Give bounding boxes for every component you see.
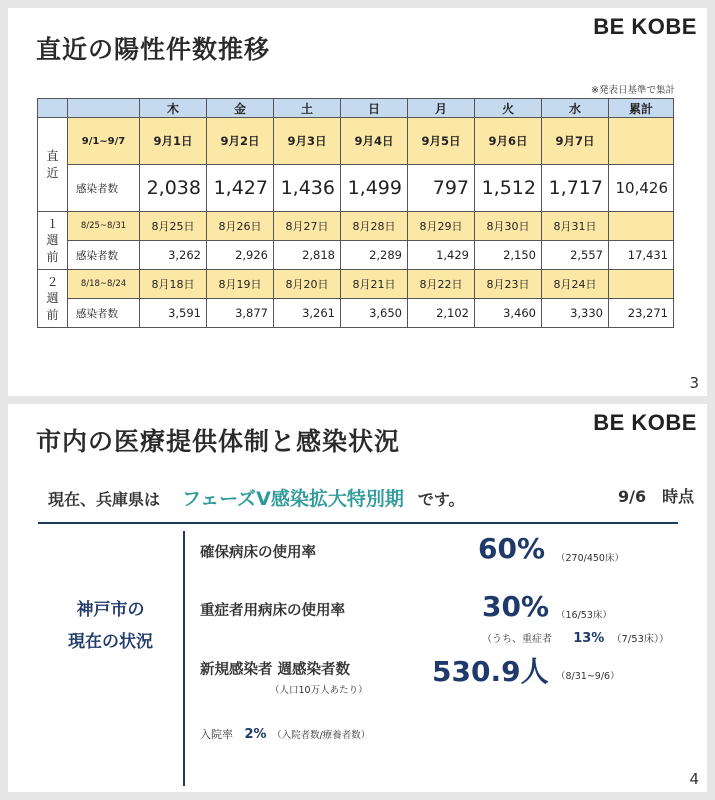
date-cell: 8月24日 <box>542 270 609 299</box>
secured-beds-label: 確保病床の使用率 <box>200 545 316 561</box>
new-cases-sublabel: （人口10万人あたり） <box>270 685 368 696</box>
count-cell: 2,557 <box>542 241 609 270</box>
date-cell: 8月31日 <box>542 212 609 241</box>
as-of-date: 9/6 時点 <box>618 487 695 506</box>
date-cell: 9月4日 <box>341 118 408 165</box>
date-cell: 9月7日 <box>542 118 609 165</box>
admission-value: 2% <box>244 727 267 742</box>
date-cell: 8月21日 <box>341 270 408 299</box>
severe-patients-note <box>482 630 669 646</box>
day-header-row <box>38 99 674 118</box>
brand-logo: BE KOBE <box>593 410 697 435</box>
count-cell: 3,650 <box>341 299 408 328</box>
week-range: 8/25~8/31 <box>68 212 140 241</box>
header-corner <box>68 99 140 118</box>
count-cell: 3,877 <box>207 299 274 328</box>
secured-beds-value: 60% <box>478 532 546 565</box>
count-cell: 3,261 <box>274 299 341 328</box>
severe-beds-label: 重症者用病床の使用率 <box>200 603 345 619</box>
count-cell: 1,429 <box>408 241 475 270</box>
date-cell: 9月5日 <box>408 118 475 165</box>
slide-title: 直近の陽性件数推移 <box>36 35 271 64</box>
empty-cell <box>609 270 674 299</box>
table-row <box>38 118 674 165</box>
phase-prefix: 現在、兵庫県は <box>48 490 161 509</box>
total-cell: 10,426 <box>609 165 674 212</box>
date-cell: 8月27日 <box>274 212 341 241</box>
count-cell: 1,717 <box>542 165 609 212</box>
count-cell: 2,289 <box>341 241 408 270</box>
count-cell: 2,926 <box>207 241 274 270</box>
date-cell: 9月1日 <box>140 118 207 165</box>
date-cell: 8月20日 <box>274 270 341 299</box>
count-cell: 3,330 <box>542 299 609 328</box>
brand-logo: BE KOBE <box>593 14 697 39</box>
table-row <box>38 241 674 270</box>
count-cell: 3,591 <box>140 299 207 328</box>
group-label: ２ 週 前 <box>38 270 68 328</box>
count-cell: 797 <box>408 165 475 212</box>
date-cell: 8月26日 <box>207 212 274 241</box>
severe-sub-suffix: （7/53床）） <box>611 634 669 645</box>
date-cell: 8月30日 <box>475 212 542 241</box>
vertical-divider <box>183 531 185 786</box>
admission-label: 入院率 <box>200 728 233 741</box>
date-cell: 8月29日 <box>408 212 475 241</box>
count-cell: 1,436 <box>274 165 341 212</box>
day-header: 月 <box>408 99 475 118</box>
phase-statement <box>48 484 695 511</box>
date-cell: 9月2日 <box>207 118 274 165</box>
day-header: 日 <box>341 99 408 118</box>
count-cell: 2,818 <box>274 241 341 270</box>
divider <box>38 522 678 524</box>
count-label: 感染者数 <box>68 299 140 328</box>
date-cell: 8月19日 <box>207 270 274 299</box>
severe-sub-prefix: （うち、重症者 <box>482 634 552 645</box>
admission-rate <box>200 726 370 742</box>
admission-detail: （入院者数/療養者数） <box>272 730 371 741</box>
severe-sub-value: 13% <box>573 631 605 646</box>
page-number: 4 <box>689 770 699 788</box>
table-row <box>38 165 674 212</box>
page-number: 3 <box>689 374 699 392</box>
new-cases-value: 530.9人 <box>432 655 549 688</box>
count-cell: 1,512 <box>475 165 542 212</box>
positive-cases-table <box>37 98 674 328</box>
day-header: 土 <box>274 99 341 118</box>
table-row <box>38 212 674 241</box>
count-label: 感染者数 <box>68 165 140 212</box>
date-cell: 8月28日 <box>341 212 408 241</box>
severe-beds-value: 30% <box>482 590 550 623</box>
day-header: 木 <box>140 99 207 118</box>
new-cases-period: （8/31~9/6） <box>556 671 620 682</box>
aggregation-note: ※発表日基準で集計 <box>591 85 675 96</box>
total-cell: 17,431 <box>609 241 674 270</box>
count-cell: 2,150 <box>475 241 542 270</box>
total-header: 累計 <box>609 99 674 118</box>
side-heading-line: 神戸市の <box>76 600 145 620</box>
count-cell: 2,038 <box>140 165 207 212</box>
secured-beds-detail: （270/450床） <box>556 553 624 564</box>
count-cell: 1,427 <box>207 165 274 212</box>
empty-cell <box>609 212 674 241</box>
empty-cell <box>609 118 674 165</box>
date-cell: 8月23日 <box>475 270 542 299</box>
header-corner <box>38 99 68 118</box>
slide-title: 市内の医療提供体制と感染状況 <box>36 427 401 456</box>
new-cases-label: 新規感染者 週感染者数 <box>200 662 351 678</box>
date-cell: 9月3日 <box>274 118 341 165</box>
table-row <box>38 270 674 299</box>
date-cell: 9月6日 <box>475 118 542 165</box>
count-cell: 2,102 <box>408 299 475 328</box>
count-cell: 3,460 <box>475 299 542 328</box>
day-header: 金 <box>207 99 274 118</box>
day-header: 火 <box>475 99 542 118</box>
total-cell: 23,271 <box>609 299 674 328</box>
table-row <box>38 299 674 328</box>
count-label: 感染者数 <box>68 241 140 270</box>
slide-4 <box>8 404 707 792</box>
phase-name: フェーズⅤ感染拡大特別期 <box>182 488 404 510</box>
phase-suffix: です。 <box>417 490 465 509</box>
count-cell: 1,499 <box>341 165 408 212</box>
date-cell: 8月25日 <box>140 212 207 241</box>
slide-3 <box>8 8 707 396</box>
group-label: １ 週 前 <box>38 212 68 270</box>
day-header: 水 <box>542 99 609 118</box>
date-cell: 8月22日 <box>408 270 475 299</box>
severe-beds-detail: （16/53床） <box>556 610 612 621</box>
side-heading <box>38 594 183 659</box>
week-range: 9/1~9/7 <box>68 118 140 165</box>
count-cell: 3,262 <box>140 241 207 270</box>
group-label: 直 近 <box>38 118 68 212</box>
week-range: 8/18~8/24 <box>68 270 140 299</box>
date-cell: 8月18日 <box>140 270 207 299</box>
side-heading-line: 現在の状況 <box>68 632 153 653</box>
